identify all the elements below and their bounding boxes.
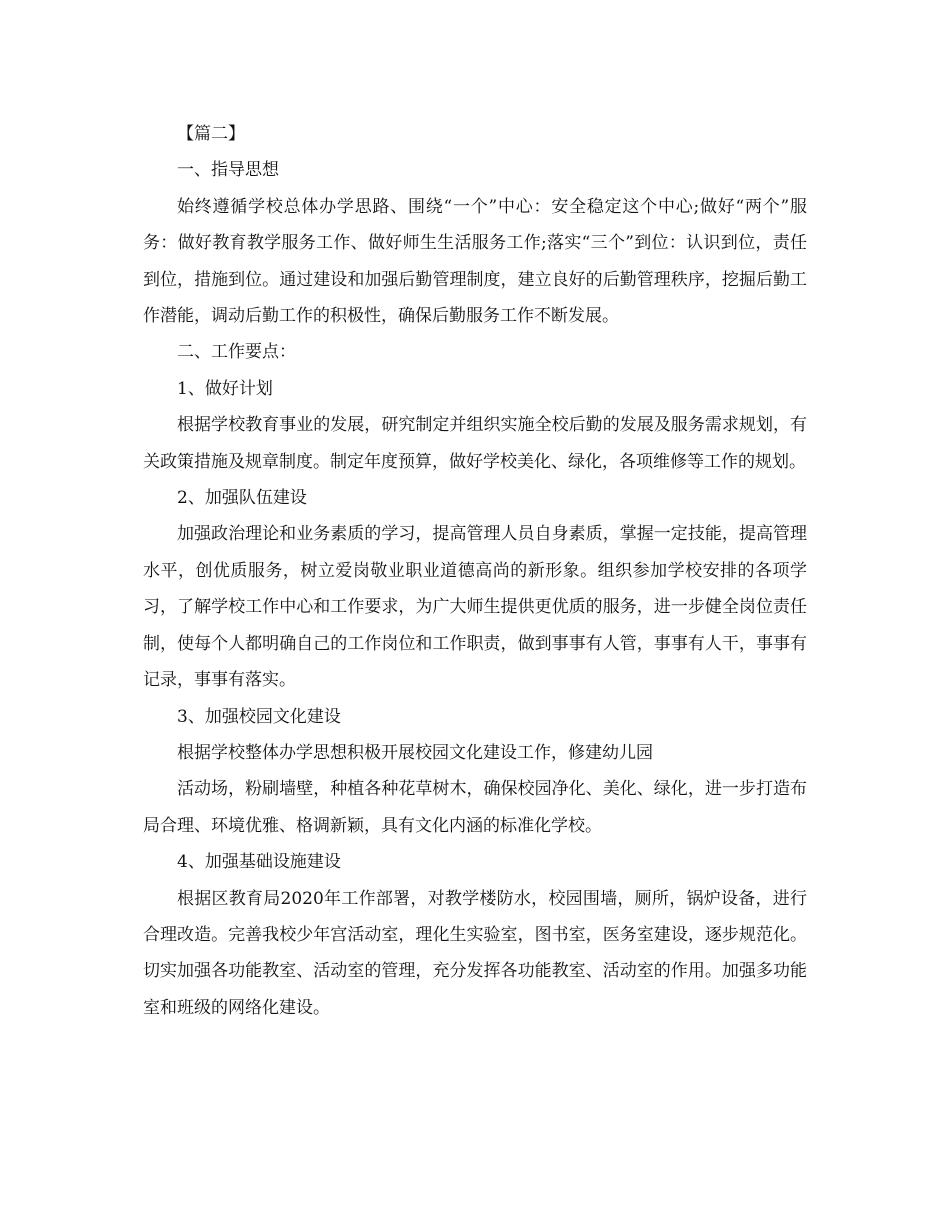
paragraph-team: 加强政治理论和业务素质的学习，提高管理人员自身素质，掌握一定技能，提高管理水平，创优质服务，树立爱岗敬业职业道德高尚的新形象。组织参加学校安排的各项学习，了解学校工作中心和工作要求，为广大师生提供更优质的服务，进一步健全岗位责任制，使每个人都明确自己的工作岗位和工作职责，做到事事有人管，事事有人干，事事有记录，事事有落实。: [143, 524, 807, 691]
paragraph-plan: 根据学校教育事业的发展，研究制定并组织实施全校后勤的发展及服务需求规划，有关政策措施及规章制度。制定年度预算，做好学校美化、绿化，各项维修等工作的规划。: [143, 415, 807, 472]
subheading-team: 2、加强队伍建设: [177, 488, 307, 509]
section-title: 【篇二】: [177, 124, 245, 144]
paragraph-culture-line1: 根据学校整体办学思想积极开展校园文化建设工作，修建幼儿园: [177, 742, 653, 763]
heading-work-points: 二、工作要点：: [177, 342, 296, 363]
paragraph-infrastructure: 根据区教育局2020年工作部署，对教学楼防水，校园围墙，厕所，锅炉设备，进行合理改造。完善我校少年宫活动室，理化生实验室，图书室，医务室建设，逐步规范化。切实加强各功能教室、活动室的管理，充分发挥各功能教室、活动室的作用。加强多功能室和班级的网络化建设。: [143, 888, 807, 1018]
heading-guiding-thought: 一、指导思想: [177, 160, 279, 181]
document-body: [143, 116, 807, 1026]
subheading-culture: 3、加强校园文化建设: [177, 706, 341, 727]
paragraph-guiding-thought: 始终遵循学校总体办学思路、围绕“一个”中心：安全稳定这个中心;做好“两个”服务：做好教育教学服务工作、做好师生生活服务工作;落实“三个”到位：认识到位，责任到位，措施到位。通过建设和加强后勤管理制度，建立良好的后勤管理秩序，挖掘后勤工作潜能，调动后勤工作的积极性，确保后勤服务工作不断发展。: [143, 196, 807, 327]
paragraph-culture-line2: 活动场，粉刷墙壁，种植各种花草树木，确保校园净化、美化、绿化，进一步打造布局合理、环境优雅、格调新颖，具有文化内涵的标准化学校。: [143, 779, 807, 836]
subheading-infrastructure: 4、加强基础设施建设: [177, 852, 341, 873]
subheading-plan: 1、做好计划: [177, 378, 273, 399]
